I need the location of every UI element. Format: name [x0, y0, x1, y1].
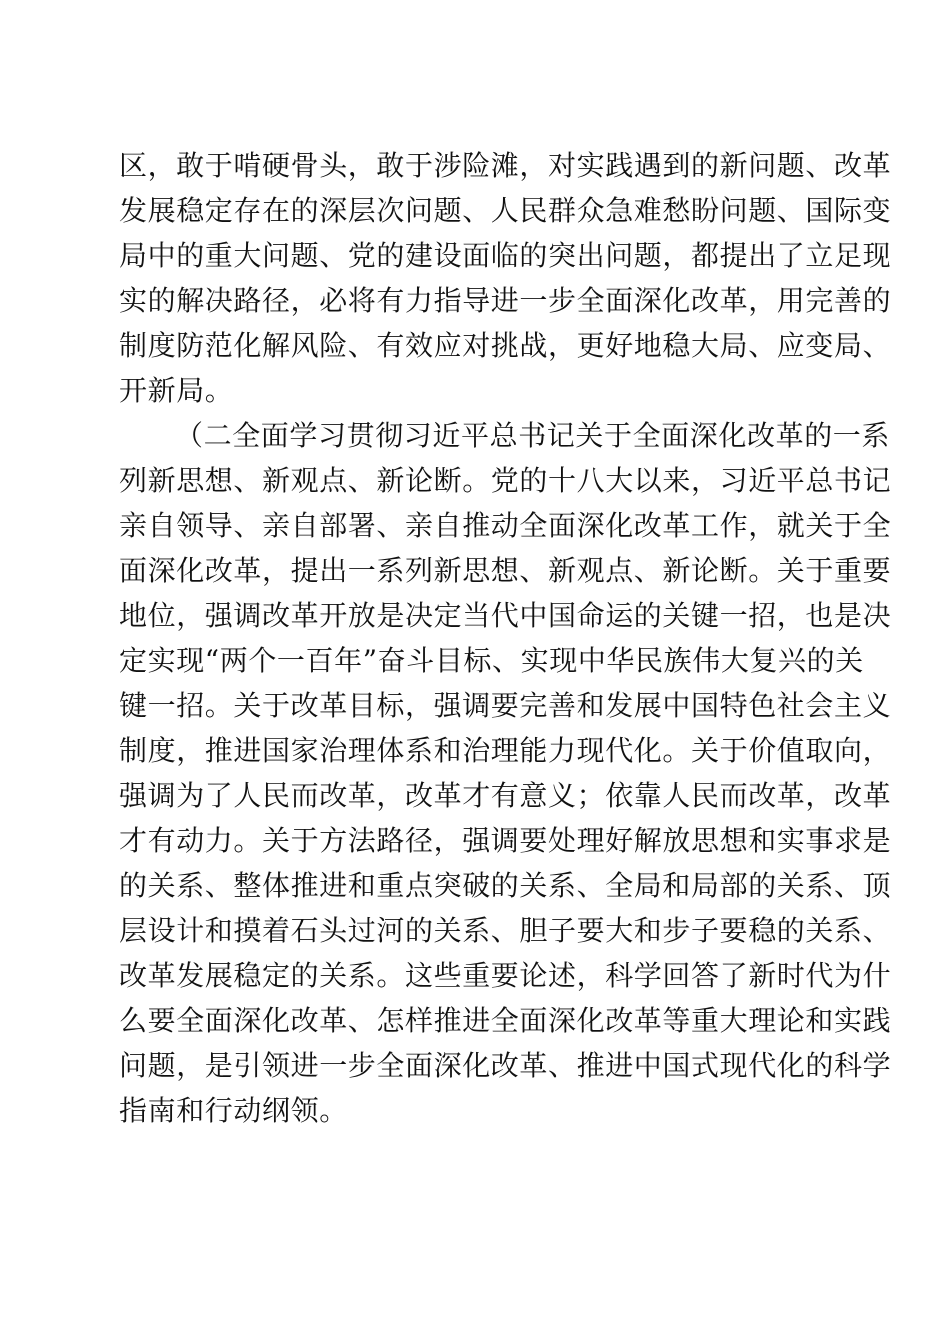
- paragraph-line: 定实现“两个一百年”奋斗目标、实现中华民族伟大复兴的关: [119, 644, 864, 677]
- paragraph-line: 么要全面深化改革、怎样推进全面深化改革等重大理论和实践: [119, 1004, 892, 1037]
- paragraph-line-indented: （二全面学习贯彻习近平总书记关于全面深化改革的一系: [175, 419, 891, 452]
- paragraph-line: 发展稳定存在的深层次问题、人民群众急难愁盼问题、国际变: [119, 194, 892, 227]
- paragraph-line: 问题，是引领进一步全面深化改革、推进中国式现代化的科学: [119, 1049, 892, 1082]
- paragraph-line: 改革发展稳定的关系。这些重要论述，科学回答了新时代为什: [119, 959, 892, 992]
- paragraph-line: 制度，推进国家治理体系和治理能力现代化。关于价值取向，: [119, 734, 892, 767]
- paragraph-line: 列新思想、新观点、新论断。党的十八大以来，习近平总书记: [119, 464, 892, 497]
- paragraph-line: 才有动力。关于方法路径，强调要处理好解放思想和实事求是: [119, 824, 892, 857]
- paragraph-line: 层设计和摸着石头过河的关系、胆子要大和步子要稳的关系、: [119, 914, 892, 947]
- paragraph-line: 开新局。: [119, 374, 234, 407]
- paragraph-line: 强调为了人民而改革，改革才有意义；依靠人民而改革，改革: [119, 779, 892, 812]
- paragraph-line: 局中的重大问题、党的建设面临的突出问题，都提出了立足现: [119, 239, 892, 272]
- paragraph-line: 指南和行动纲领。: [119, 1094, 348, 1127]
- paragraph-line: 制度防范化解风险、有效应对挑战，更好地稳大局、应变局、: [119, 329, 892, 362]
- paragraph-line: 地位，强调改革开放是决定当代中国命运的关键一招，也是决: [119, 599, 892, 632]
- paragraph-line: 亲自领导、亲自部署、亲自推动全面深化改革工作，就关于全: [119, 509, 892, 542]
- paragraph-line: 区，敢于啃硬骨头，敢于涉险滩，对实践遇到的新问题、改革: [119, 149, 892, 182]
- paragraph-line: 键一招。关于改革目标，强调要完善和发展中国特色社会主义: [119, 689, 892, 722]
- paragraph-line: 的关系、整体推进和重点突破的关系、全局和局部的关系、顶: [119, 869, 892, 902]
- paragraph-line: 实的解决路径，必将有力指导进一步全面深化改革，用完善的: [119, 284, 892, 317]
- paragraph-line: 面深化改革，提出一系列新思想、新观点、新论断。关于重要: [119, 554, 892, 587]
